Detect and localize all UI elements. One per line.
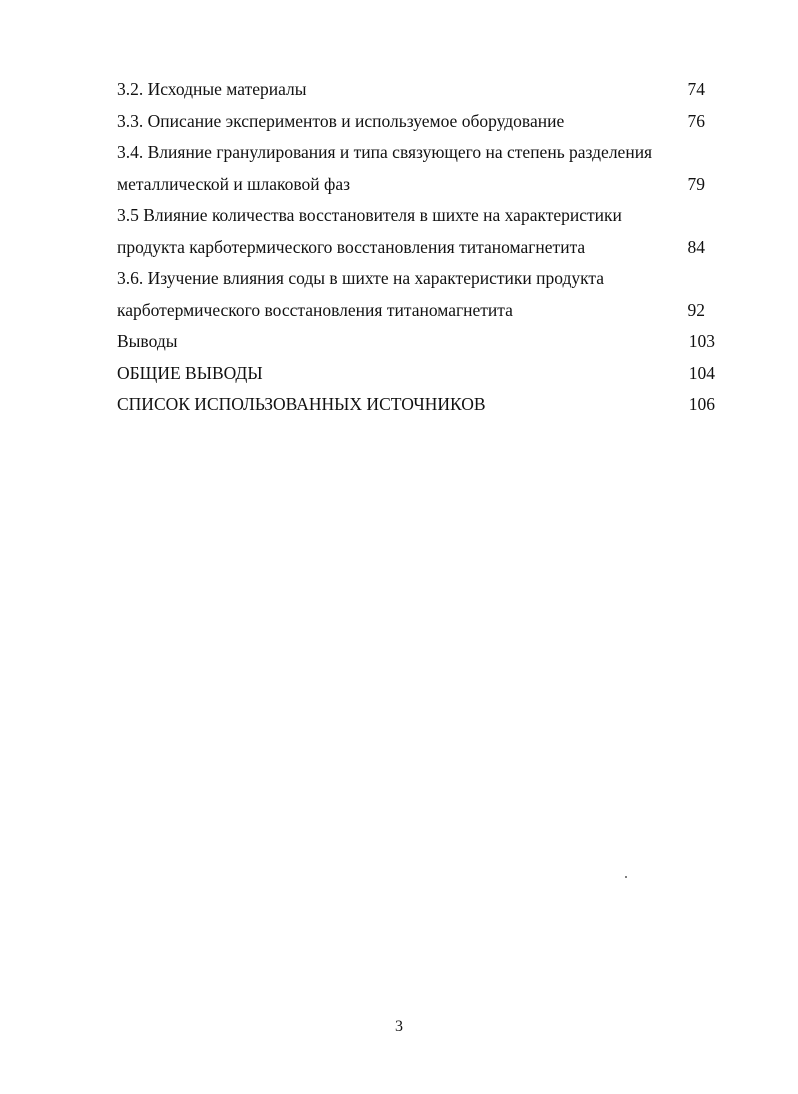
toc-entry-line1 [117, 137, 721, 169]
toc-entry [117, 358, 721, 390]
page-number: 3 [395, 1018, 403, 1035]
toc-entry-page: 92 [687, 299, 705, 320]
toc-entry-page: 76 [687, 110, 705, 131]
toc-entry-title-continued: карботермического восстановления титаномагнетита [117, 299, 513, 320]
toc-entry-title: 3.4. Влияние гранулирования и типа связующего на степень разделения [117, 142, 653, 162]
toc-entry-title: ОБЩИЕ ВЫВОДЫ [117, 362, 263, 383]
toc-entry-title-continued: металлической и шлаковой фаз [117, 173, 351, 194]
toc-entry-line2 [117, 295, 721, 327]
toc-entry-page: 74 [687, 79, 705, 99]
toc-entry-page: 103 [688, 331, 715, 351]
toc-entry-page: 106 [688, 394, 715, 414]
toc-entry-title: 3.2. Исходные материалы [117, 79, 307, 99]
toc-entry-line1 [117, 200, 721, 232]
toc-entry-title-continued: продукта карботермического восстановления титаномагнетита [117, 236, 586, 257]
toc-entry-title: 3.3. Описание экспериментов и используемое оборудование [117, 110, 565, 131]
toc-entry-title: СПИСОК ИСПОЛЬЗОВАННЫХ ИСТОЧНИКОВ [117, 394, 486, 414]
toc-entry-page: 84 [687, 236, 705, 257]
toc-entry [117, 389, 721, 421]
toc-entry [117, 74, 721, 106]
toc-entry-title: 3.6. Изучение влияния соды в шихте на характеристики продукта [117, 268, 605, 288]
scan-speck [625, 876, 627, 878]
table-of-contents [117, 74, 721, 421]
toc-entry-line1 [117, 263, 721, 295]
toc-entry-page: 79 [687, 173, 705, 194]
toc-entry-line2 [117, 169, 721, 201]
toc-entry-line2 [117, 232, 721, 264]
toc-entry-title: Выводы [117, 331, 178, 351]
toc-entry-title: 3.5 Влияние количества восстановителя в шихте на характеристики [117, 205, 622, 225]
toc-entry-page: 104 [688, 362, 715, 383]
toc-entry [117, 106, 721, 138]
toc-entry [117, 326, 721, 358]
